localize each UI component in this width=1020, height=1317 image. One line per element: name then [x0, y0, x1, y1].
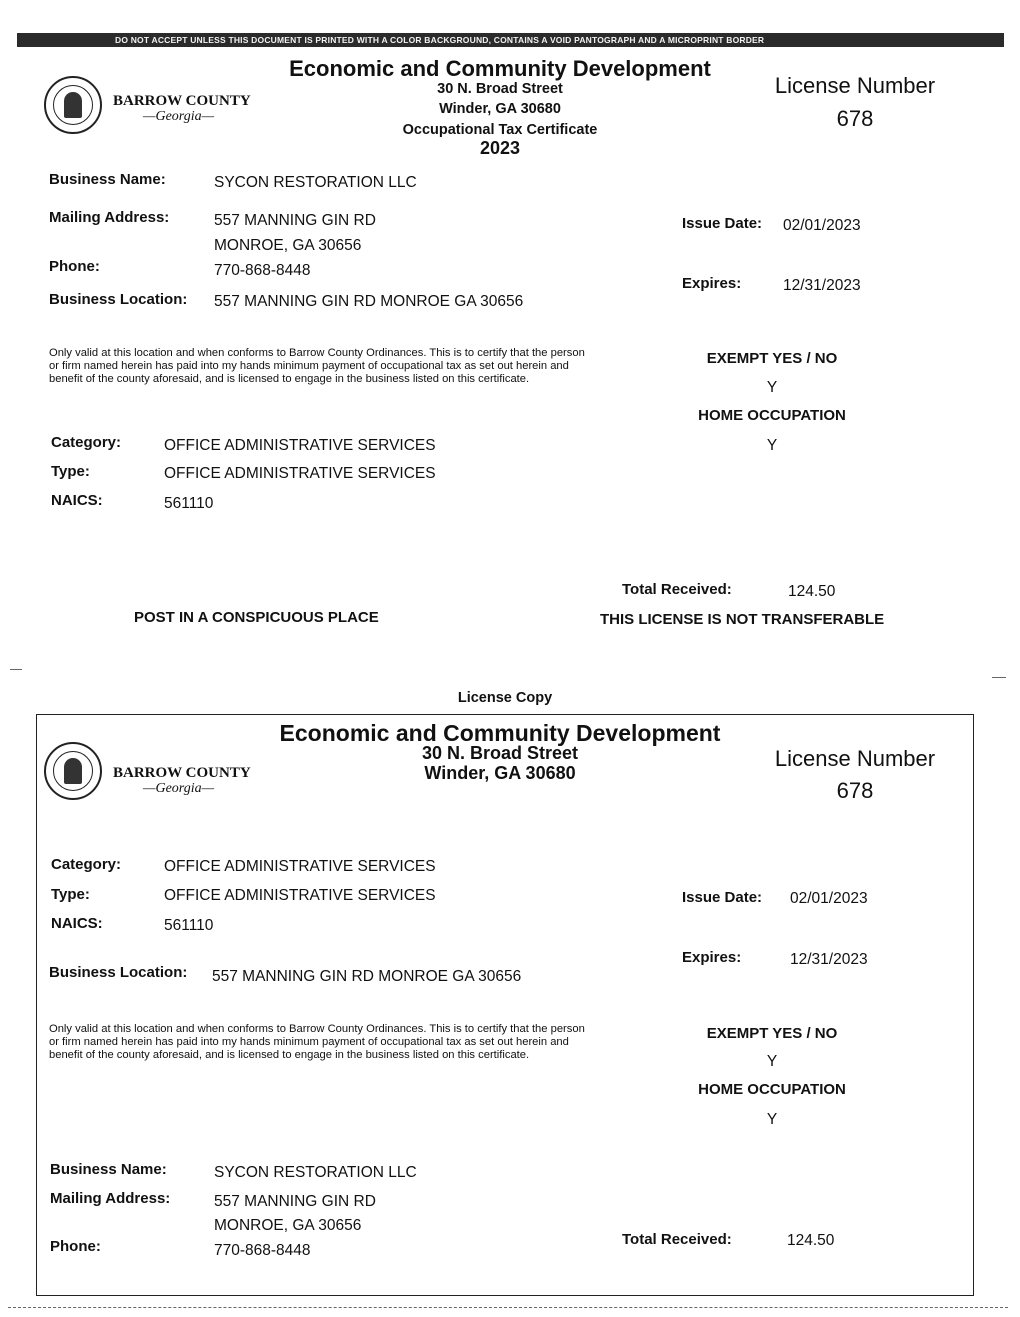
- category-label: Category:: [51, 856, 122, 873]
- business-name: SYCON RESTORATION LLC: [214, 1164, 417, 1181]
- exempt-value: Y: [766, 1053, 778, 1070]
- naics-label: NAICS:: [51, 492, 103, 509]
- dept-street: 30 N. Broad Street: [421, 743, 579, 763]
- type: OFFICE ADMINISTRATIVE SERVICES: [164, 887, 436, 904]
- transfer-notice: THIS LICENSE IS NOT TRANSFERABLE: [600, 611, 885, 628]
- phone: 770-868-8448: [214, 1242, 311, 1259]
- category: OFFICE ADMINISTRATIVE SERVICES: [164, 858, 436, 875]
- dept-street: 30 N. Broad Street: [437, 81, 563, 97]
- cut-mark-left: [10, 669, 22, 670]
- home-occupation-label: HOME OCCUPATION: [698, 407, 846, 424]
- mailing-address-label: Mailing Address:: [49, 209, 170, 226]
- exempt-label: EXEMPT YES / NO: [706, 1025, 838, 1042]
- total-received-label: Total Received:: [622, 581, 732, 598]
- dept-title: Economic and Community Development: [289, 56, 711, 81]
- type: OFFICE ADMINISTRATIVE SERVICES: [164, 465, 436, 482]
- license-number-label: License Number: [774, 746, 936, 771]
- logo-script: —Georgia—: [143, 781, 215, 796]
- doc-type: Occupational Tax Certificate: [402, 122, 598, 138]
- perforation-line: [8, 1307, 1008, 1308]
- mailing-line2: MONROE, GA 30656: [214, 237, 362, 254]
- naics: 561110: [164, 495, 214, 512]
- home-occupation-value: Y: [766, 1111, 778, 1128]
- business-name-label: Business Name:: [50, 1161, 167, 1178]
- county-seal-icon: [44, 76, 102, 134]
- business-location: 557 MANNING GIN RD MONROE GA 30656: [212, 968, 522, 985]
- cut-mark-right: [992, 677, 1006, 678]
- mailing-address-label: Mailing Address:: [50, 1190, 171, 1207]
- home-occupation-label: HOME OCCUPATION: [698, 1081, 846, 1098]
- dept-title: Economic and Community Development: [279, 720, 721, 746]
- security-banner: DO NOT ACCEPT UNLESS THIS DOCUMENT IS PRINTED WITH A COLOR BACKGROUND, CONTAINS A VOID PANTOGRAPH AND A MICROPRINT BORDER: [17, 33, 1004, 47]
- category-label: Category:: [51, 434, 122, 451]
- post-notice: POST IN A CONSPICUOUS PLACE: [134, 609, 379, 626]
- issue-date-label: Issue Date:: [682, 889, 763, 906]
- logo-script: —Georgia—: [143, 109, 215, 124]
- license-number: 678: [836, 106, 874, 131]
- total-received-label: Total Received:: [622, 1231, 732, 1248]
- dept-city: Winder, GA 30680: [424, 763, 576, 783]
- total-received: 124.50: [788, 583, 836, 600]
- mailing-line2: MONROE, GA 30656: [214, 1217, 362, 1234]
- business-location: 557 MANNING GIN RD MONROE GA 30656: [214, 293, 524, 310]
- expires-label: Expires:: [682, 275, 742, 292]
- type-label: Type:: [51, 886, 90, 903]
- phone: 770-868-8448: [214, 262, 311, 279]
- category: OFFICE ADMINISTRATIVE SERVICES: [164, 437, 436, 454]
- home-occupation-value: Y: [766, 437, 778, 454]
- license-number: 678: [836, 778, 874, 803]
- naics-label: NAICS:: [51, 915, 103, 932]
- issue-date: 02/01/2023: [790, 890, 868, 907]
- phone-label: Phone:: [50, 1238, 101, 1255]
- expires-label: Expires:: [682, 949, 742, 966]
- mailing-line1: 557 MANNING GIN RD: [214, 212, 376, 229]
- expires-date: 12/31/2023: [790, 951, 868, 968]
- issue-date-label: Issue Date:: [682, 215, 763, 232]
- validity-text: Only valid at this location and when conforms to Barrow County Ordinances. This is to certify that the person or firm named herein has paid into my hands minimum payment of occupational tax as set out herein and benefit of the county aforesaid, and is licensed to engage in the business listed on this certificate.: [49, 347, 585, 385]
- expires-date: 12/31/2023: [783, 277, 861, 294]
- phone-label: Phone:: [49, 258, 100, 275]
- doc-year: 2023: [479, 138, 521, 158]
- logo-county-name: BARROW COUNTY: [113, 93, 251, 109]
- logo-script-text: Georgia: [155, 781, 202, 796]
- logo-script-text: Georgia: [155, 109, 202, 124]
- exempt-label: EXEMPT YES / NO: [706, 350, 838, 367]
- issue-date: 02/01/2023: [783, 217, 861, 234]
- logo-county-name: BARROW COUNTY: [113, 765, 251, 781]
- business-location-label: Business Location:: [49, 291, 188, 308]
- mailing-line1: 557 MANNING GIN RD: [214, 1193, 376, 1210]
- total-received: 124.50: [787, 1232, 835, 1249]
- business-name: SYCON RESTORATION LLC: [214, 174, 417, 191]
- business-name-label: Business Name:: [49, 171, 166, 188]
- business-location-label: Business Location:: [49, 964, 188, 981]
- validity-text: Only valid at this location and when conforms to Barrow County Ordinances. This is to certify that the person or firm named herein has paid into my hands minimum payment of occupational tax as set out herein and benefit of the county aforesaid, and is licensed to engage in the business listed on this certificate.: [49, 1023, 585, 1061]
- naics: 561110: [164, 917, 214, 934]
- dept-city: Winder, GA 30680: [439, 101, 561, 117]
- license-copy-label: License Copy: [457, 690, 553, 706]
- type-label: Type:: [51, 463, 90, 480]
- license-number-label: License Number: [774, 73, 936, 98]
- exempt-value: Y: [766, 379, 778, 396]
- county-seal-icon: [44, 742, 102, 800]
